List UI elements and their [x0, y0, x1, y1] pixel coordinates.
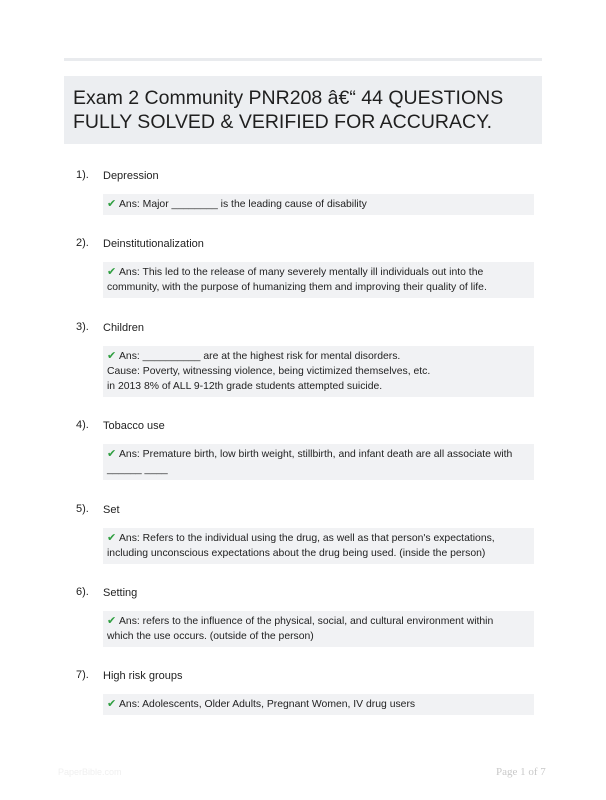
question-term: Tobacco use	[103, 420, 165, 432]
answer-line: which the use occurs. (outside of the person)	[107, 631, 314, 642]
answer-line: ✔ Ans: This led to the release of many severely mentally ill individuals out into the	[107, 266, 484, 278]
page-indicator: Page 1 of 7	[496, 766, 546, 778]
answer-box	[103, 262, 534, 298]
answer-line: ✔ Ans: Refers to the individual using the drug, as well as that person's expectations,	[107, 532, 495, 544]
question-term: Setting	[103, 587, 138, 599]
answer-line: ✔ Ans: Adolescents, Older Adults, Pregnant Women, IV drug users	[107, 698, 416, 710]
checkmark-icon: ✔	[107, 532, 117, 544]
answer-line: including unconscious expectations about the drug being used. (inside the person)	[107, 548, 486, 559]
question-term: Depression	[103, 170, 159, 182]
question-term: High risk groups	[103, 670, 183, 682]
document-title	[73, 86, 534, 134]
question-number: 2).	[76, 237, 89, 249]
checkmark-icon: ✔	[107, 350, 117, 362]
question-term: Set	[103, 504, 120, 516]
question-number: 4).	[76, 419, 89, 431]
checkmark-icon: ✔	[107, 698, 117, 710]
answer-line: Cause: Poverty, witnessing violence, being victimized themselves, etc.	[107, 366, 431, 377]
checkmark-icon: ✔	[107, 266, 117, 278]
answer-box	[103, 194, 534, 215]
checkmark-icon: ✔	[107, 615, 117, 627]
answer-line: ✔ Ans: Premature birth, low birth weight, stillbirth, and infant death are all associate with	[107, 448, 513, 460]
answer-box	[103, 528, 534, 564]
question-number: 1).	[76, 169, 89, 181]
top-divider	[64, 58, 542, 61]
question-number: 7).	[76, 669, 89, 681]
answer-box	[103, 694, 534, 715]
answer-line: in 2013 8% of ALL 9-12th grade students attempted suicide.	[107, 381, 383, 392]
answer-box	[103, 611, 534, 647]
question-term: Deinstitutionalization	[103, 238, 204, 250]
answer-line: ✔ Ans: __________ are at the highest risk for mental disorders.	[107, 350, 401, 362]
answer-line: community, with the purpose of humanizing them and improving their quality of life.	[107, 282, 487, 293]
answer-line: ✔ Ans: refers to the influence of the physical, social, and cultural environment within	[107, 615, 494, 627]
answer-line: ______ ____	[107, 464, 168, 475]
question-number: 3).	[76, 321, 89, 333]
title-line-2: FULLY SOLVED & VERIFIED FOR ACCURACY.	[73, 111, 493, 133]
answer-box	[103, 346, 534, 397]
answer-box	[103, 444, 534, 480]
question-number: 6).	[76, 586, 89, 598]
title-banner	[64, 76, 542, 144]
checkmark-icon: ✔	[107, 448, 117, 460]
title-line-1: Exam 2 Community PNR208 â€“ 44 QUESTIONS	[73, 87, 504, 109]
answer-line: ✔ Ans: Major ________ is the leading cause of disability	[107, 198, 367, 210]
question-term: Children	[103, 322, 144, 334]
question-number: 5).	[76, 503, 89, 515]
checkmark-icon: ✔	[107, 198, 117, 210]
footer-watermark: PaperBible.com	[58, 767, 122, 777]
